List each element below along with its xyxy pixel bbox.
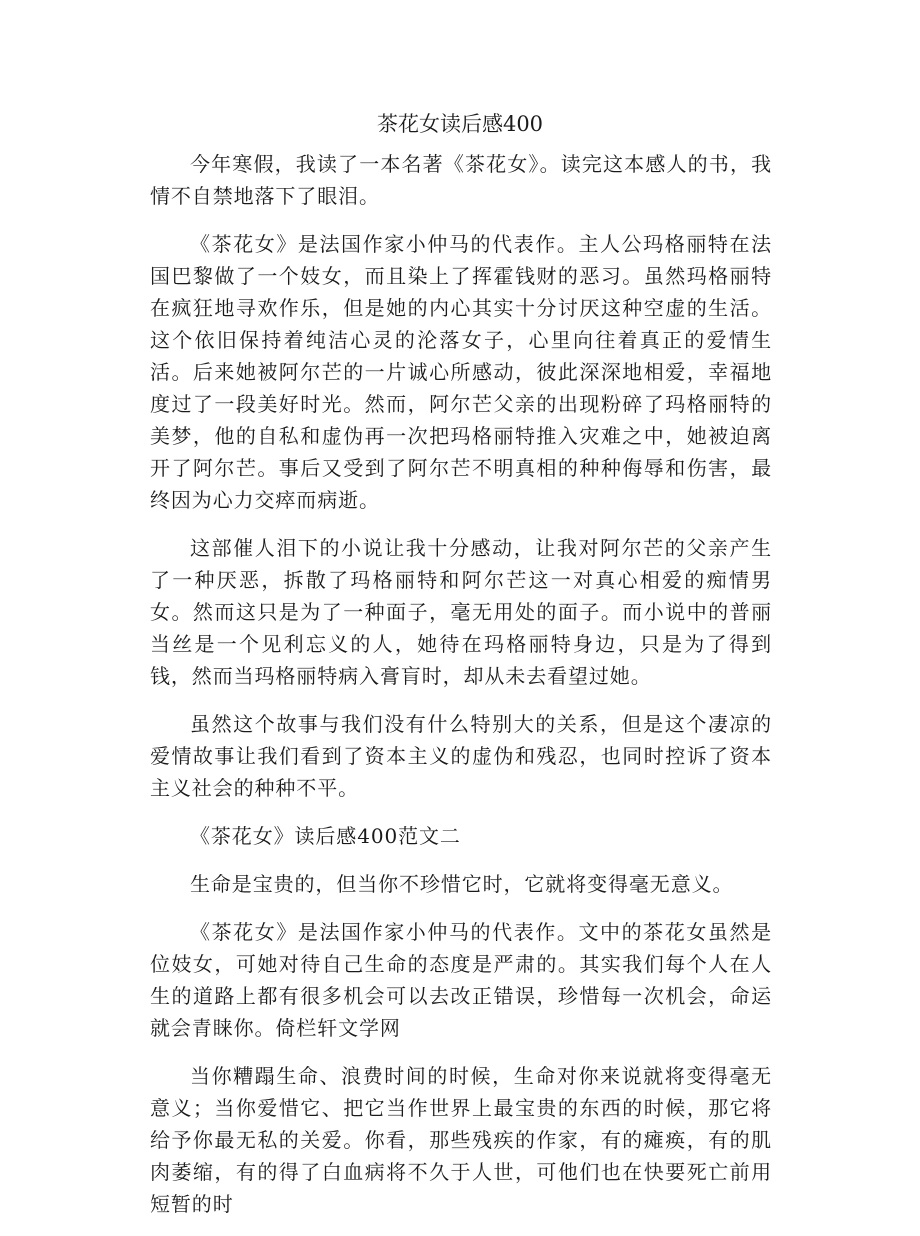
paragraph-4: 虽然这个故事与我们没有什么特别大的关系，但是这个凄凉的爱情故事让我们看到了资本主义的虚伪和残忍，也同时控诉了资本主义社会的种种不平。 (150, 712, 772, 800)
document-body (150, 148, 772, 1236)
paragraph-3: 这部催人泪下的小说让我十分感动，让我对阿尔芒的父亲产生了一种厌恶，拆散了玛格丽特和阿尔芒这一对真心相爱的痴情男女。然而这只是为了一种面子，毫无用处的面子。而小说中的普丽当丝是一个见利忘义的人，她待在玛格丽特身边，只是为了得到钱，然而当玛格丽特病入膏肓时，却从未去看望过她。 (150, 536, 772, 688)
paragraph-2: 《茶花女》是法国作家小仲马的代表作。主人公玛格丽特在法国巴黎做了一个妓女，而且染上了挥霍钱财的恶习。虽然玛格丽特在疯狂地寻欢作乐，但是她的内心其实十分讨厌这种空虚的生活。这个依旧保持着纯洁心灵的沦落女子，心里向往着真正的爱情生活。后来她被阿尔芒的一片诚心所感动，彼此深深地相爱，幸福地度过了一段美好时光。然而，阿尔芒父亲的出现粉碎了玛格丽特的美梦，他的自私和虚伪再一次把玛格丽特推入灾难之中，她被迫离开了阿尔芒。事后又受到了阿尔芒不明真相的种种侮辱和伤害，最终因为心力交瘁而病逝。 (150, 232, 772, 512)
section-heading-2: 《茶花女》读后感400范文二 (190, 824, 461, 848)
paragraph-6: 《茶花女》是法国作家小仲马的代表作。文中的茶花女虽然是位妓女，可她对待自己生命的态度是严肃的。其实我们每个人在人生的道路上都有很多机会可以去改正错误，珍惜每一次机会，命运就会青睐你。倚栏轩文学网 (150, 920, 772, 1040)
paragraph-1: 今年寒假，我读了一本名著《茶花女》。读完这本感人的书，我情不自禁地落下了眼泪。 (150, 152, 772, 208)
document-title: 茶花女读后感400 (376, 112, 544, 136)
paragraph-5: 生命是宝贵的，但当你不珍惜它时，它就将变得毫无意义。 (190, 872, 734, 896)
paragraph-7: 当你糟蹋生命、浪费时间的时候，生命对你来说就将变得毫无意义；当你爱惜它、把它当作世界上最宝贵的东西的时候，那它将给予你最无私的关爱。你看，那些残疾的作家，有的瘫痪，有的肌肉萎缩，有的得了白血病将不久于人世，可他们也在快要死亡前用短暂的时 (150, 1064, 772, 1216)
